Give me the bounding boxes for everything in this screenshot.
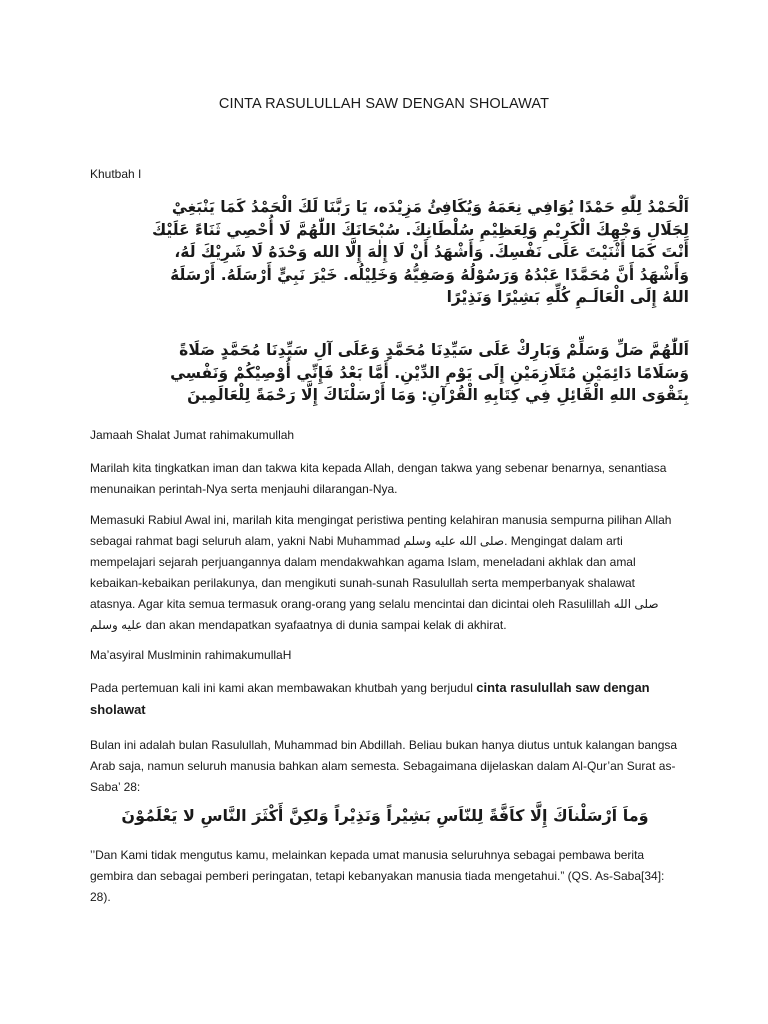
arabic-opening (86, 196, 689, 309)
paragraph-text: Bulan ini adalah bulan Rasulullah, Muhammad bin Abdillah. Beliau bukan hanya diutus untuk kalangan bangsa Arab saja, namun seluruh manusia bahkan alam semesta. Sebagaimana dijelaskan dalam Al-Qur’an Surat as-Saba’ 28: (90, 738, 678, 794)
paragraph-rabiul-awal (90, 510, 680, 636)
arabic-line: لِجَلَالِ وَجْهِكَ الْكَرِيْمِ وَلِعَظِيْمِ سُلْطَانِكَ. سُبْحَانَكَ اللّٰهُمَّ لَا أُحْصِي ثَنَاءً عَلَيْكَ (151, 220, 689, 239)
greeting-muslimin: Ma’asyiral Muslminin rahimakumullaH (90, 648, 292, 662)
paragraph-khutbah-title (90, 677, 680, 721)
paragraph-text: Pada pertemuan kali ini kami akan membawakan khutbah yang berjudul (90, 681, 477, 695)
khutbah-title-bold: cinta rasulullah saw dengan sholawat (90, 680, 650, 717)
arabic-line: أَنْتَ كَمَا أَثْنَيْتَ عَلَى نَفْسِكَ. وَأَشْهَدُ أَنْ لَا إِلٰهَ إِلَّا الله وَحْدَهُ لَا شَرِيْكَ لَهُ، (174, 243, 689, 261)
paragraph-text: Memasuki Rabiul Awal ini, marilah kita mengingat peristiwa penting kelahiran manusia sempurna pilihan Allah sebagai rahmat bagi seluruh alam, yakni Nabi Muhammad صلى الله عليه وسلم. Mengingat dalam arti mempelajari sejarah perjuangannya dalam mendakwahkan agama Islam, meneladani akhlak dan amal kebaikan-kebaikan perilakunya, dan mengikuti sunah-sunah Rasulullah serta memperbanyak shalawat atasnya. Agar kita semua termasuk orang-orang yang selalu mencintai dan dicintai oleh Rasulillah صلى الله عليه وسلم dan akan mendapatkan syafaatnya di dunia sampai kelak di akhirat. (90, 513, 672, 632)
arabic-line: وَسَلَامًا دَائِمَيْنِ مُتَلَازِمَيْنِ إِلَى يَوْمِ الدِّيْنِ. أَمَّا بَعْدُ فَإِنِّي أُوْصِيْكُمْ وَنَفْسِي (170, 363, 689, 382)
arabic-line: بِتَقْوَى اللهِ الْقَائِلِ فِي كِتَابِهِ الْقُرْآنِ: وَمَا أَرْسَلْنَاكَ إِلَّا رَحْمَةً لِلْعَالَمِينَ (187, 386, 689, 404)
arabic-line: وَأَشْهَدُ أَنَّ مُحَمَّدًا عَبْدُهُ وَرَسُوْلُهُ وَصَفِيُّهُ وَخَلِيْلُه. خَيْرَ نَبِيٍّ أَرْسَلَهُ. أَرْسَلَهُ (170, 265, 689, 284)
paragraph-text: Marilah kita tingkatkan iman dan takwa kita kepada Allah, dengan takwa yang sebenar benarnya, senantiasa menunaikan perintah-Nya serta menjauhi dilarangan-Nya. (90, 461, 667, 496)
arabic-sholawat (86, 339, 689, 407)
paragraph-takwa (90, 458, 680, 500)
arabic-line: اللهُ إِلَى الْعَالَـمِ كُلِّهِ بَشِيْرًا وَنَذِيْرًا (446, 288, 689, 306)
page-title: CINTA RASULULLAH SAW DENGAN SHOLAWAT (218, 96, 550, 112)
paragraph-translation (90, 845, 680, 908)
arabic-line: اَلْحَمْدُ لِلّٰهِ حَمْدًا يُوَافِي نِعَمَهُ وَيُكَافِئُ مَزِيْدَه، يَا رَبَّنَا لَكَ الْحَمْدُ كَمَا يَنْبَغِيْ (171, 198, 689, 216)
section-label: Khutbah I (90, 167, 142, 181)
arabic-line: اَللّٰهُمَّ صَلِّ وَسَلِّمْ وَبَارِكْ عَلَى سَيِّدِنَا مُحَمَّدٍ وَعَلَى آلِ سَيِّدِنَا مُحَمَّدٍ صَلَاةً (179, 341, 689, 359)
quran-verse: وَماَ اَرْسَلْناَكَ إِلَّا كاَفَّةً لِلنّاَسِ بَشِيْراً وَنَذِيْراً وَلكِنَّ أَكْثَرَ النَّاسِ لا يَعْلَمُوْنَ (121, 806, 649, 825)
greeting-jamaah: Jamaah Shalat Jumat rahimakumullah (90, 428, 295, 442)
paragraph-bulan-rasulullah (90, 735, 680, 798)
paragraph-text: ’’Dan Kami tidak mengutus kamu, melainkan kepada umat manusia seluruhnya sebagai pembawa berita gembira dan sebagai pemberi peringatan, tetapi kebanyakan manusia tiada mengetahui.” (QS. As-Saba[34]: 28). (90, 848, 665, 904)
